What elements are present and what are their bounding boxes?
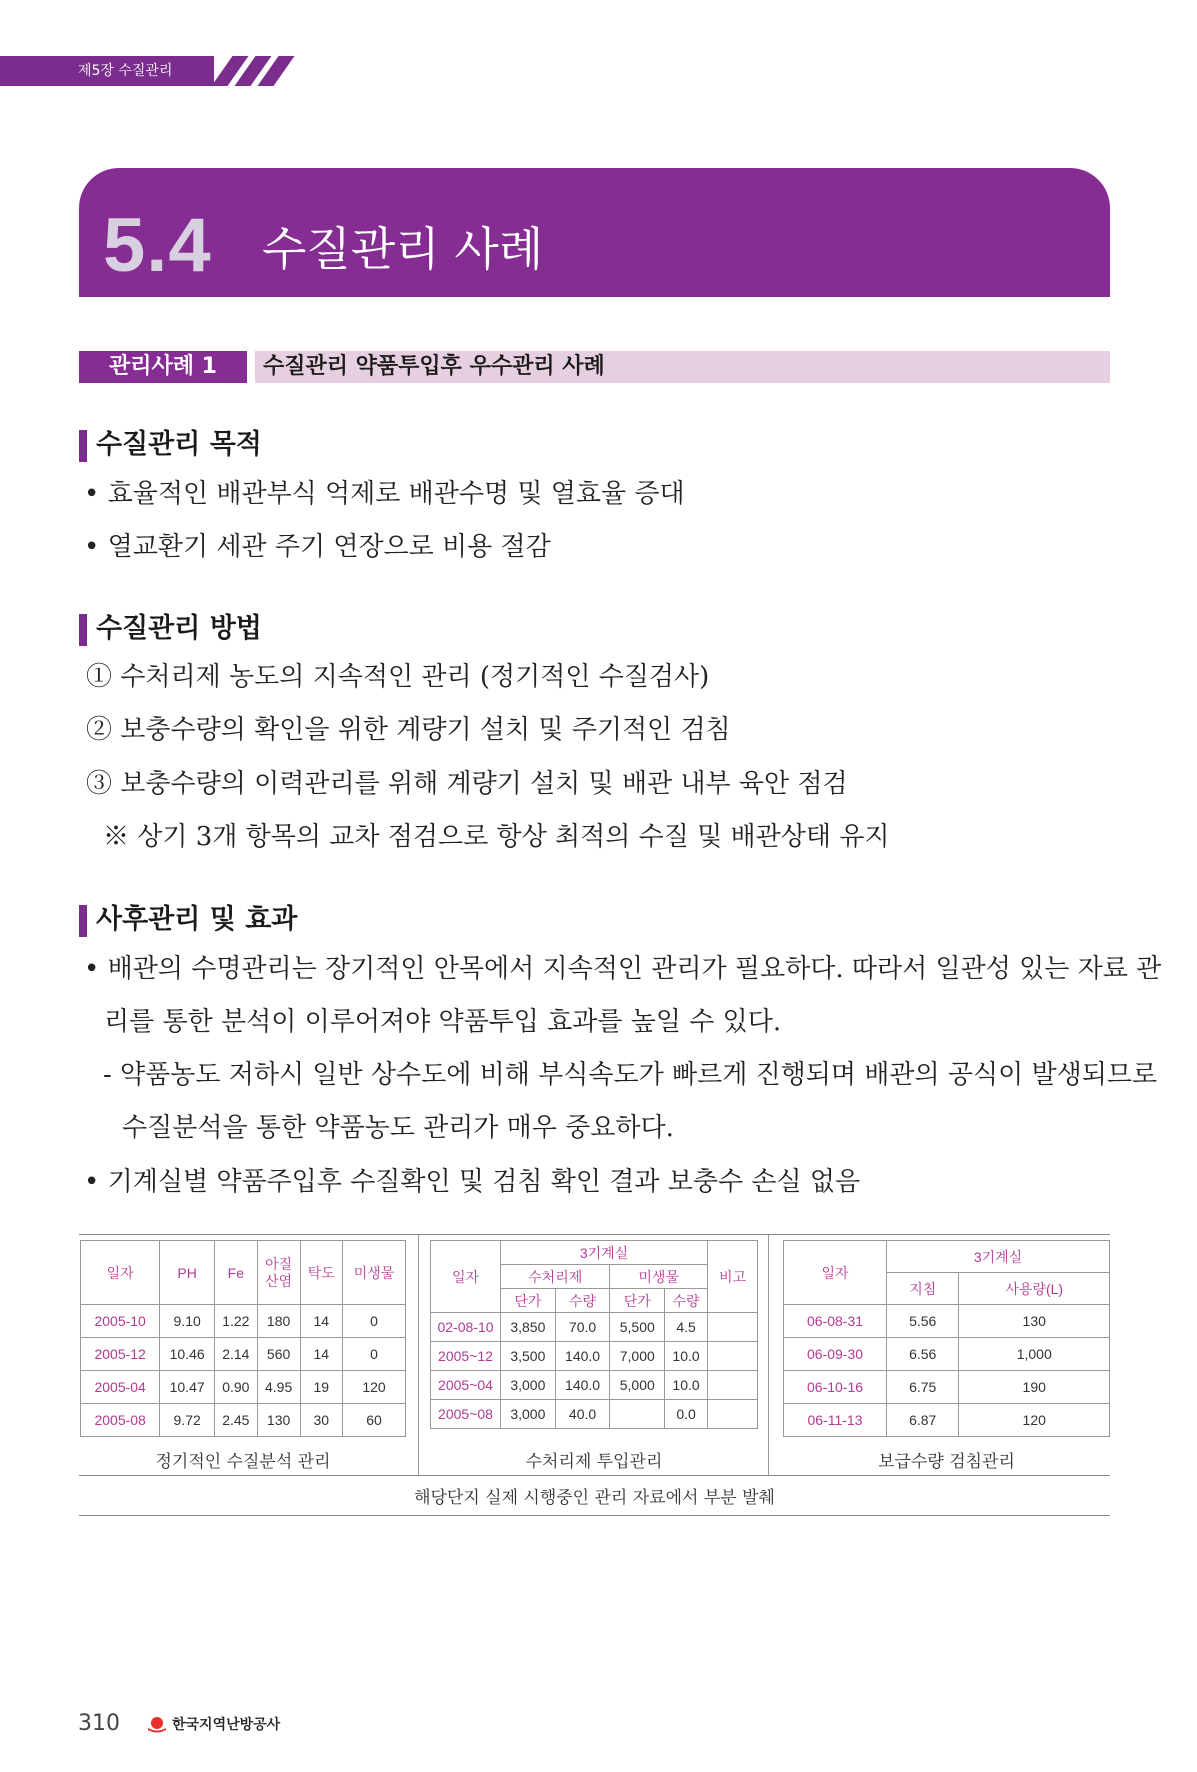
table-cell: 14 — [300, 1338, 343, 1371]
table-cell: 6.75 — [887, 1371, 959, 1404]
table-cell: 1,000 — [959, 1338, 1110, 1371]
table-cell: 2.45 — [214, 1404, 257, 1437]
section-title: 수질관리 사례 — [262, 222, 544, 276]
table-cell: 2005-04 — [81, 1371, 160, 1404]
section-banner — [79, 168, 1110, 297]
purpose-heading-text: 수질관리 목적 — [96, 429, 262, 460]
table-row — [431, 1371, 758, 1400]
case-title: 수질관리 약품투입후 우수관리 사례 — [255, 351, 1110, 383]
table-row — [784, 1338, 1110, 1371]
table-header: 수처리제 — [501, 1265, 610, 1289]
method-heading — [79, 612, 262, 646]
table-cell: 120 — [959, 1404, 1110, 1437]
table-cell: 10.0 — [665, 1371, 708, 1400]
table-cell — [708, 1313, 758, 1342]
purpose-item: • 효율적인 배관부식 억제로 배관수명 및 열효율 증대 — [84, 479, 685, 509]
table-cell: 2005-12 — [81, 1338, 160, 1371]
table-header: 단가 — [501, 1289, 556, 1313]
table2-caption: 수처리제 투입관리 — [525, 1452, 663, 1472]
aftercare-line: • 배관의 수명관리는 장기적인 안목에서 지속적인 관리가 필요하다. 따라서 일관성 있는 자료 관 — [84, 954, 1162, 984]
table-cell: 4.5 — [665, 1313, 708, 1342]
table-cell: 19 — [300, 1371, 343, 1404]
footer-logo — [146, 1711, 280, 1737]
table-header: 미생물 — [610, 1265, 708, 1289]
table-cell: 2005~04 — [431, 1371, 501, 1400]
tables-footnote: 해당단지 실제 시행중인 관리 자료에서 부분 발췌 — [414, 1488, 775, 1508]
table-header: 사용량(L) — [959, 1273, 1110, 1305]
table-cell: 6.87 — [887, 1404, 959, 1437]
table-cell: 06-11-13 — [784, 1404, 887, 1437]
method-item: ③ 보충수량의 이력관리를 위해 계량기 설치 및 배관 내부 육안 점검 — [86, 769, 848, 799]
table-cell: 2005~08 — [431, 1400, 501, 1429]
table-header: Fe — [214, 1241, 257, 1305]
tables-bottom-rule — [79, 1515, 1110, 1516]
table-row — [81, 1305, 406, 1338]
table-cell: 70.0 — [555, 1313, 610, 1342]
table1-caption: 정기적인 수질분석 관리 — [155, 1452, 331, 1472]
table-cell: 2005~12 — [431, 1342, 501, 1371]
table-row — [431, 1313, 758, 1342]
table-row — [784, 1371, 1110, 1404]
table-cell: 14 — [300, 1305, 343, 1338]
table-row — [431, 1342, 758, 1371]
aftercare-heading-text: 사후관리 및 효과 — [96, 904, 298, 935]
table-cell: 0 — [343, 1305, 406, 1338]
heading-bar — [79, 430, 87, 462]
table-cell: 3,850 — [501, 1313, 556, 1342]
table-cell — [610, 1400, 665, 1429]
water-analysis-table — [80, 1240, 406, 1437]
table-cell: 60 — [343, 1404, 406, 1437]
table-cell — [708, 1400, 758, 1429]
table-header: 3기계실 — [501, 1241, 708, 1265]
table-cell: 7,000 — [610, 1342, 665, 1371]
table-row — [431, 1400, 758, 1429]
table-separator — [418, 1235, 419, 1475]
table-row — [784, 1305, 1110, 1338]
table-cell: 130 — [257, 1404, 300, 1437]
table-cell: 10.46 — [160, 1338, 215, 1371]
table-header: 미생물 — [343, 1241, 406, 1305]
table-header: 아질 산염 — [257, 1241, 300, 1305]
method-heading-text: 수질관리 방법 — [96, 613, 262, 644]
table-cell: 2005-08 — [81, 1404, 160, 1437]
table-cell: 10.0 — [665, 1342, 708, 1371]
table-cell: 02-08-10 — [431, 1313, 501, 1342]
table-cell: 560 — [257, 1338, 300, 1371]
aftercare-line: - 약품농도 저하시 일반 상수도에 비해 부식속도가 빠르게 진행되며 배관의 공식이 발생되므로 — [103, 1060, 1158, 1090]
table-cell: 06-09-30 — [784, 1338, 887, 1371]
table-header: 일자 — [431, 1241, 501, 1313]
table-header: 일자 — [784, 1241, 887, 1305]
table-cell: 0.0 — [665, 1400, 708, 1429]
table-cell: 3,500 — [501, 1342, 556, 1371]
table-header: 지침 — [887, 1273, 959, 1305]
table-cell: 2005-10 — [81, 1305, 160, 1338]
table-cell: 120 — [343, 1371, 406, 1404]
table-cell: 3,000 — [501, 1371, 556, 1400]
table-header: 비고 — [708, 1241, 758, 1313]
meter-reading-table — [783, 1240, 1110, 1437]
table-header: 수량 — [555, 1289, 610, 1313]
table-cell: 9.10 — [160, 1305, 215, 1338]
page-number: 310 — [78, 1711, 120, 1736]
table-header: 수량 — [665, 1289, 708, 1313]
table-separator — [768, 1235, 769, 1475]
chemical-input-table — [430, 1240, 758, 1429]
purpose-heading — [79, 428, 262, 462]
table-cell: 2.14 — [214, 1338, 257, 1371]
table-cell: 1.22 — [214, 1305, 257, 1338]
method-note: ※ 상기 3개 항목의 교차 점검으로 항상 최적의 수질 및 배관상태 유지 — [103, 822, 890, 852]
purpose-item: • 열교환기 세관 주기 연장으로 비용 절감 — [84, 532, 551, 562]
table-header: 일자 — [81, 1241, 160, 1305]
table-cell: 30 — [300, 1404, 343, 1437]
table-cell — [708, 1371, 758, 1400]
table-cell: 0.90 — [214, 1371, 257, 1404]
aftercare-heading — [79, 903, 297, 937]
table-cell: 5,500 — [610, 1313, 665, 1342]
aftercare-line: 수질분석을 통한 약품농도 관리가 매우 중요하다. — [122, 1113, 674, 1143]
table-cell: 180 — [257, 1305, 300, 1338]
case-label: 관리사례 1 — [79, 351, 247, 383]
table-cell: 06-10-16 — [784, 1371, 887, 1404]
table-cell: 0 — [343, 1338, 406, 1371]
table-cell: 06-08-31 — [784, 1305, 887, 1338]
tables-top-rule — [79, 1234, 1110, 1235]
table-cell: 190 — [959, 1371, 1110, 1404]
heading-bar — [79, 905, 87, 937]
table-cell — [708, 1342, 758, 1371]
table-header: 3기계실 — [887, 1241, 1110, 1273]
table-cell: 40.0 — [555, 1400, 610, 1429]
method-item: ② 보충수량의 확인을 위한 계량기 설치 및 주기적인 검침 — [86, 715, 731, 745]
heading-bar — [79, 614, 87, 646]
table-cell: 5.56 — [887, 1305, 959, 1338]
table-cell: 140.0 — [555, 1342, 610, 1371]
table-cell: 3,000 — [501, 1400, 556, 1429]
chapter-tab: 제5장 수질관리 — [0, 56, 214, 86]
aftercare-line: • 기계실별 약품주입후 수질확인 및 검침 확인 결과 보충수 손실 없음 — [84, 1167, 861, 1197]
method-item: ① 수처리제 농도의 지속적인 관리 (정기적인 수질검사) — [86, 662, 710, 692]
table-row — [81, 1404, 406, 1437]
table-cell: 10.47 — [160, 1371, 215, 1404]
tables-mid-rule — [79, 1475, 1110, 1476]
table-header: 단가 — [610, 1289, 665, 1313]
table3-caption: 보급수량 검침관리 — [878, 1452, 1015, 1472]
table-cell: 4.95 — [257, 1371, 300, 1404]
table-cell: 6.56 — [887, 1338, 959, 1371]
section-number: 5.4 — [103, 203, 212, 288]
table-row — [784, 1404, 1110, 1437]
aftercare-line: 리를 통한 분석이 이루어져야 약품투입 효과를 높일 수 있다. — [104, 1007, 782, 1037]
table-header: PH — [160, 1241, 215, 1305]
table-header: 탁도 — [300, 1241, 343, 1305]
footer-org-name: 한국지역난방공사 — [172, 1717, 281, 1733]
table-cell: 5,000 — [610, 1371, 665, 1400]
table-cell: 130 — [959, 1305, 1110, 1338]
kdhc-logo-icon — [146, 1713, 168, 1735]
table-cell: 9.72 — [160, 1404, 215, 1437]
table-row — [81, 1338, 406, 1371]
table-cell: 140.0 — [555, 1371, 610, 1400]
table-row — [81, 1371, 406, 1404]
